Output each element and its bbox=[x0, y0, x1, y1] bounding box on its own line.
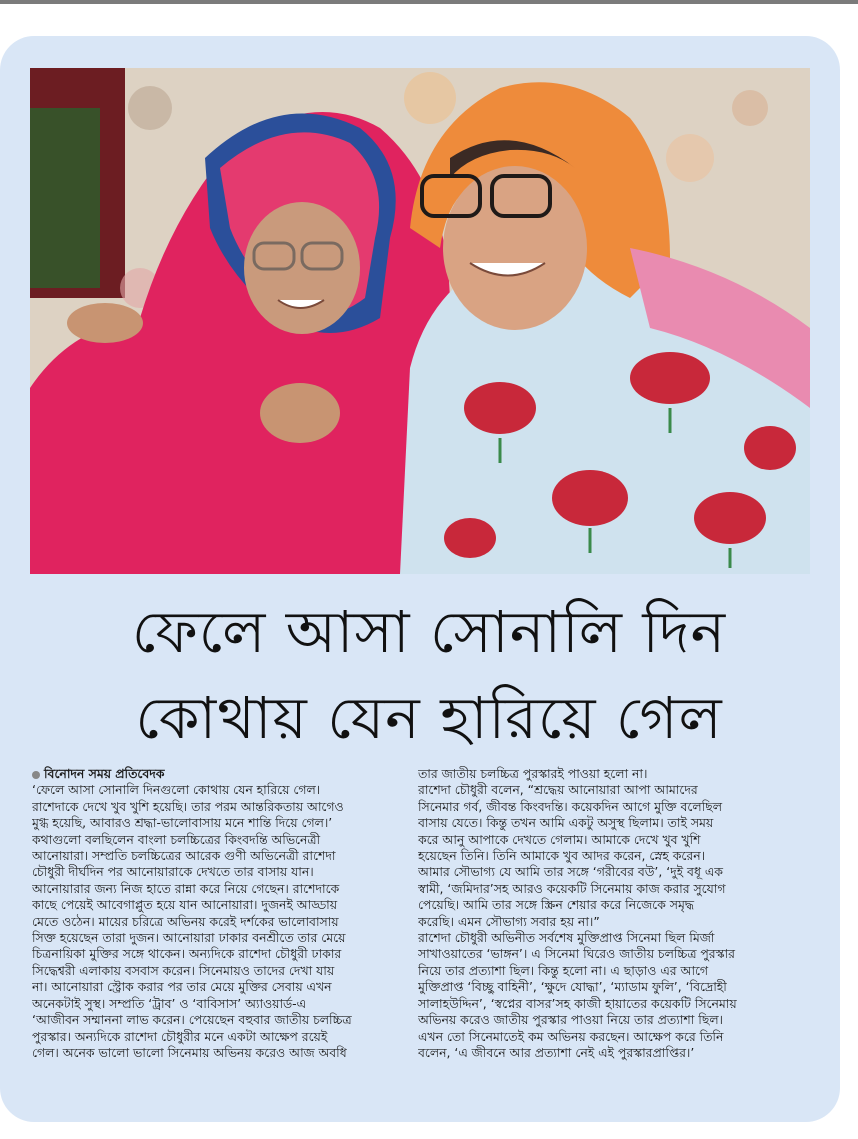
body-line: কথাগুলো বলছিলেন বাংলা চলচ্চিত্রের কিংবদন্তি অভিনেত্রী bbox=[32, 831, 321, 847]
body-line: নিয়ে তার প্রত্যাশা ছিল। কিন্তু হলো না। এ ছাড়াও এর আগে bbox=[418, 962, 709, 978]
body-line: সিদ্ধেশ্বরী এলাকায় বসবাস করেন। সিনেমায়ও তাদের দেখা যায় bbox=[32, 962, 335, 978]
body-line: পুরস্কার। অন্যদিকে রাশেদা চৌধুরীর মনে একটা আক্ষেপ রয়েই bbox=[32, 1028, 328, 1044]
body-line: করেছি। এমন সৌভাগ্য সবার হয় না।” bbox=[418, 913, 600, 929]
byline-text: বিনোদন সময় প্রতিবেদক bbox=[44, 766, 165, 781]
article-column-right bbox=[418, 766, 810, 1061]
body-line: সিক্ত হয়েছেন তারা দুজন। আনোয়ারা ঢাকার বনশ্রীতে তার মেয়ে bbox=[32, 930, 346, 946]
body-line: মুক্তিপ্রাপ্ত ‘বিচ্ছু বাহিনী’, ‘ক্ষুদে যোদ্ধা’, ‘ম্যাডাম ফুলি’, ‘বিদ্রোহী bbox=[418, 979, 727, 995]
body-line: পেয়েছি। আমি তার সঙ্গে স্ক্রিন শেয়ার করে নিজেকে সমৃদ্ধ bbox=[418, 897, 694, 913]
body-line: করে আনু আপাকে দেখতে গেলাম। আমাকে দেখে খুব খুশি bbox=[418, 831, 701, 847]
body-line: সিনেমার গর্ব, জীবন্ত কিংবদন্তি। কয়েকদিন আগে মুক্তি বলেছিল bbox=[418, 798, 722, 814]
body-line: না। আনোয়ারা স্ট্রোক করার পর তার মেয়ে মুক্তির সেবায় এখন bbox=[32, 979, 332, 995]
body-line: অভিনয় করেও জাতীয় পুরস্কার পাওয়া নিয়ে তার প্রত্যাশা ছিল। bbox=[418, 1012, 723, 1028]
body-line: সাখাওয়াতের ‘ভাঙ্গন’। এ সিনেমা ঘিরেও জাতীয় চলচ্চিত্র পুরস্কার bbox=[418, 946, 735, 962]
body-line: গেল। অনেক ভালো ভালো সিনেমায় অভিনয় করেও আজ অবধি bbox=[32, 1044, 347, 1060]
body-line: তার জাতীয় চলচ্চিত্র পুরস্কারই পাওয়া হলো না। bbox=[418, 766, 648, 781]
body-line: চৌধুরী দীর্ঘদিন পর আনোয়ারাকে দেখতে তার বাসায় যান। bbox=[32, 864, 314, 880]
body-line: এখন তো সিনেমাতেই কম অভিনয় করছেন। আক্ষেপ করে তিনি bbox=[418, 1028, 724, 1044]
body-line: বাসায় যেতে। কিন্তু তখন আমি একটু অসুস্থ ছিলাম। তাই সময় bbox=[418, 815, 714, 831]
body-line: হয়েছেন তিনি। তিনি আমাকে খুব আদর করেন, স্নেহ করেন। bbox=[418, 848, 706, 864]
top-rule bbox=[0, 0, 858, 4]
body-line: আনোয়ারা। সম্প্রতি চলচ্চিত্রের আরেক গুণী অভিনেত্রী রাশেদা bbox=[32, 848, 336, 864]
body-line: অনেকটাই সুস্থ। সম্প্রতি ‘ট্রাব’ ও ‘বাবিসাস’ অ্যাওয়ার্ড-এ bbox=[32, 995, 307, 1011]
body-line: মেতে ওঠেন। মায়ের চরিত্রে অভিনয় করেই দর্শকের ভালোবাসায় bbox=[32, 913, 339, 929]
body-line: বলেন, ‘এ জীবনে আর প্রত্যাশা নেই এই পুরস্কারপ্রাপ্তির।’ bbox=[418, 1044, 695, 1060]
body-line: ‘ফেলে আসা সোনালি দিনগুলো কোথায় যেন হারিয়ে গেল। bbox=[32, 782, 321, 798]
article-column-left bbox=[32, 766, 424, 1061]
byline bbox=[32, 766, 424, 782]
body-line: রাশেদা চৌধুরী অভিনীত সর্বশেষ মুক্তিপ্রাপ্ত সিনেমা ছিল মির্জা bbox=[418, 930, 715, 946]
article-photo bbox=[30, 68, 810, 574]
body-line: সালাহউদ্দিন’, ‘স্বপ্নের বাসর’সহ কাজী হায়াতের কয়েকটি সিনেমায় bbox=[418, 995, 737, 1011]
headline-line-1: ফেলে আসা সোনালি দিন bbox=[131, 598, 727, 666]
body-line: রাশেদাকে দেখে খুব খুশি হয়েছি। তার পরম আন্তরিকতায় আগেও bbox=[32, 798, 344, 814]
photo-illustration bbox=[30, 68, 810, 574]
body-line: কাছে পেয়েই আবেগাপ্লুত হয়ে যান আনোয়ারা। দুজনই আড্ডায় bbox=[32, 897, 338, 913]
body-line: ‘আজীবন সম্মাননা লাভ করেন। পেয়েছেন বহুবার জাতীয় চলচ্চিত্র bbox=[32, 1012, 352, 1028]
body-line: রাশেদা চৌধুরী বলেন, “শ্রদ্ধেয় আনোয়ারা আপা আমাদের bbox=[418, 782, 698, 798]
body-line: আনোয়ারার জন্য নিজ হাতে রান্না করে নিয়ে গেছেন। রাশেদাকে bbox=[32, 880, 340, 896]
headline-line-2: কোথায় যেন হারিয়ে গেল bbox=[135, 684, 723, 752]
body-line: আমার সৌভাগ্য যে আমি তার সঙ্গে ‘গরীবের বউ’, ‘দুই বধূ এক bbox=[418, 864, 723, 880]
body-line: মুগ্ধ হয়েছি, আবারও শ্রদ্ধা-ভালোবাসায় মনে শান্তি দিয়ে গেল।’ bbox=[32, 815, 333, 831]
bullet-icon bbox=[32, 771, 40, 779]
body-line: স্বামী, ‘জমিদার’সহ আরও কয়েকটি সিনেমায় কাজ করার সুযোগ bbox=[418, 880, 726, 896]
body-line: চিত্রনায়িকা মুক্তির সঙ্গে থাকেন। অন্যদিকে রাশেদা চৌধুরী ঢাকার bbox=[32, 946, 342, 962]
